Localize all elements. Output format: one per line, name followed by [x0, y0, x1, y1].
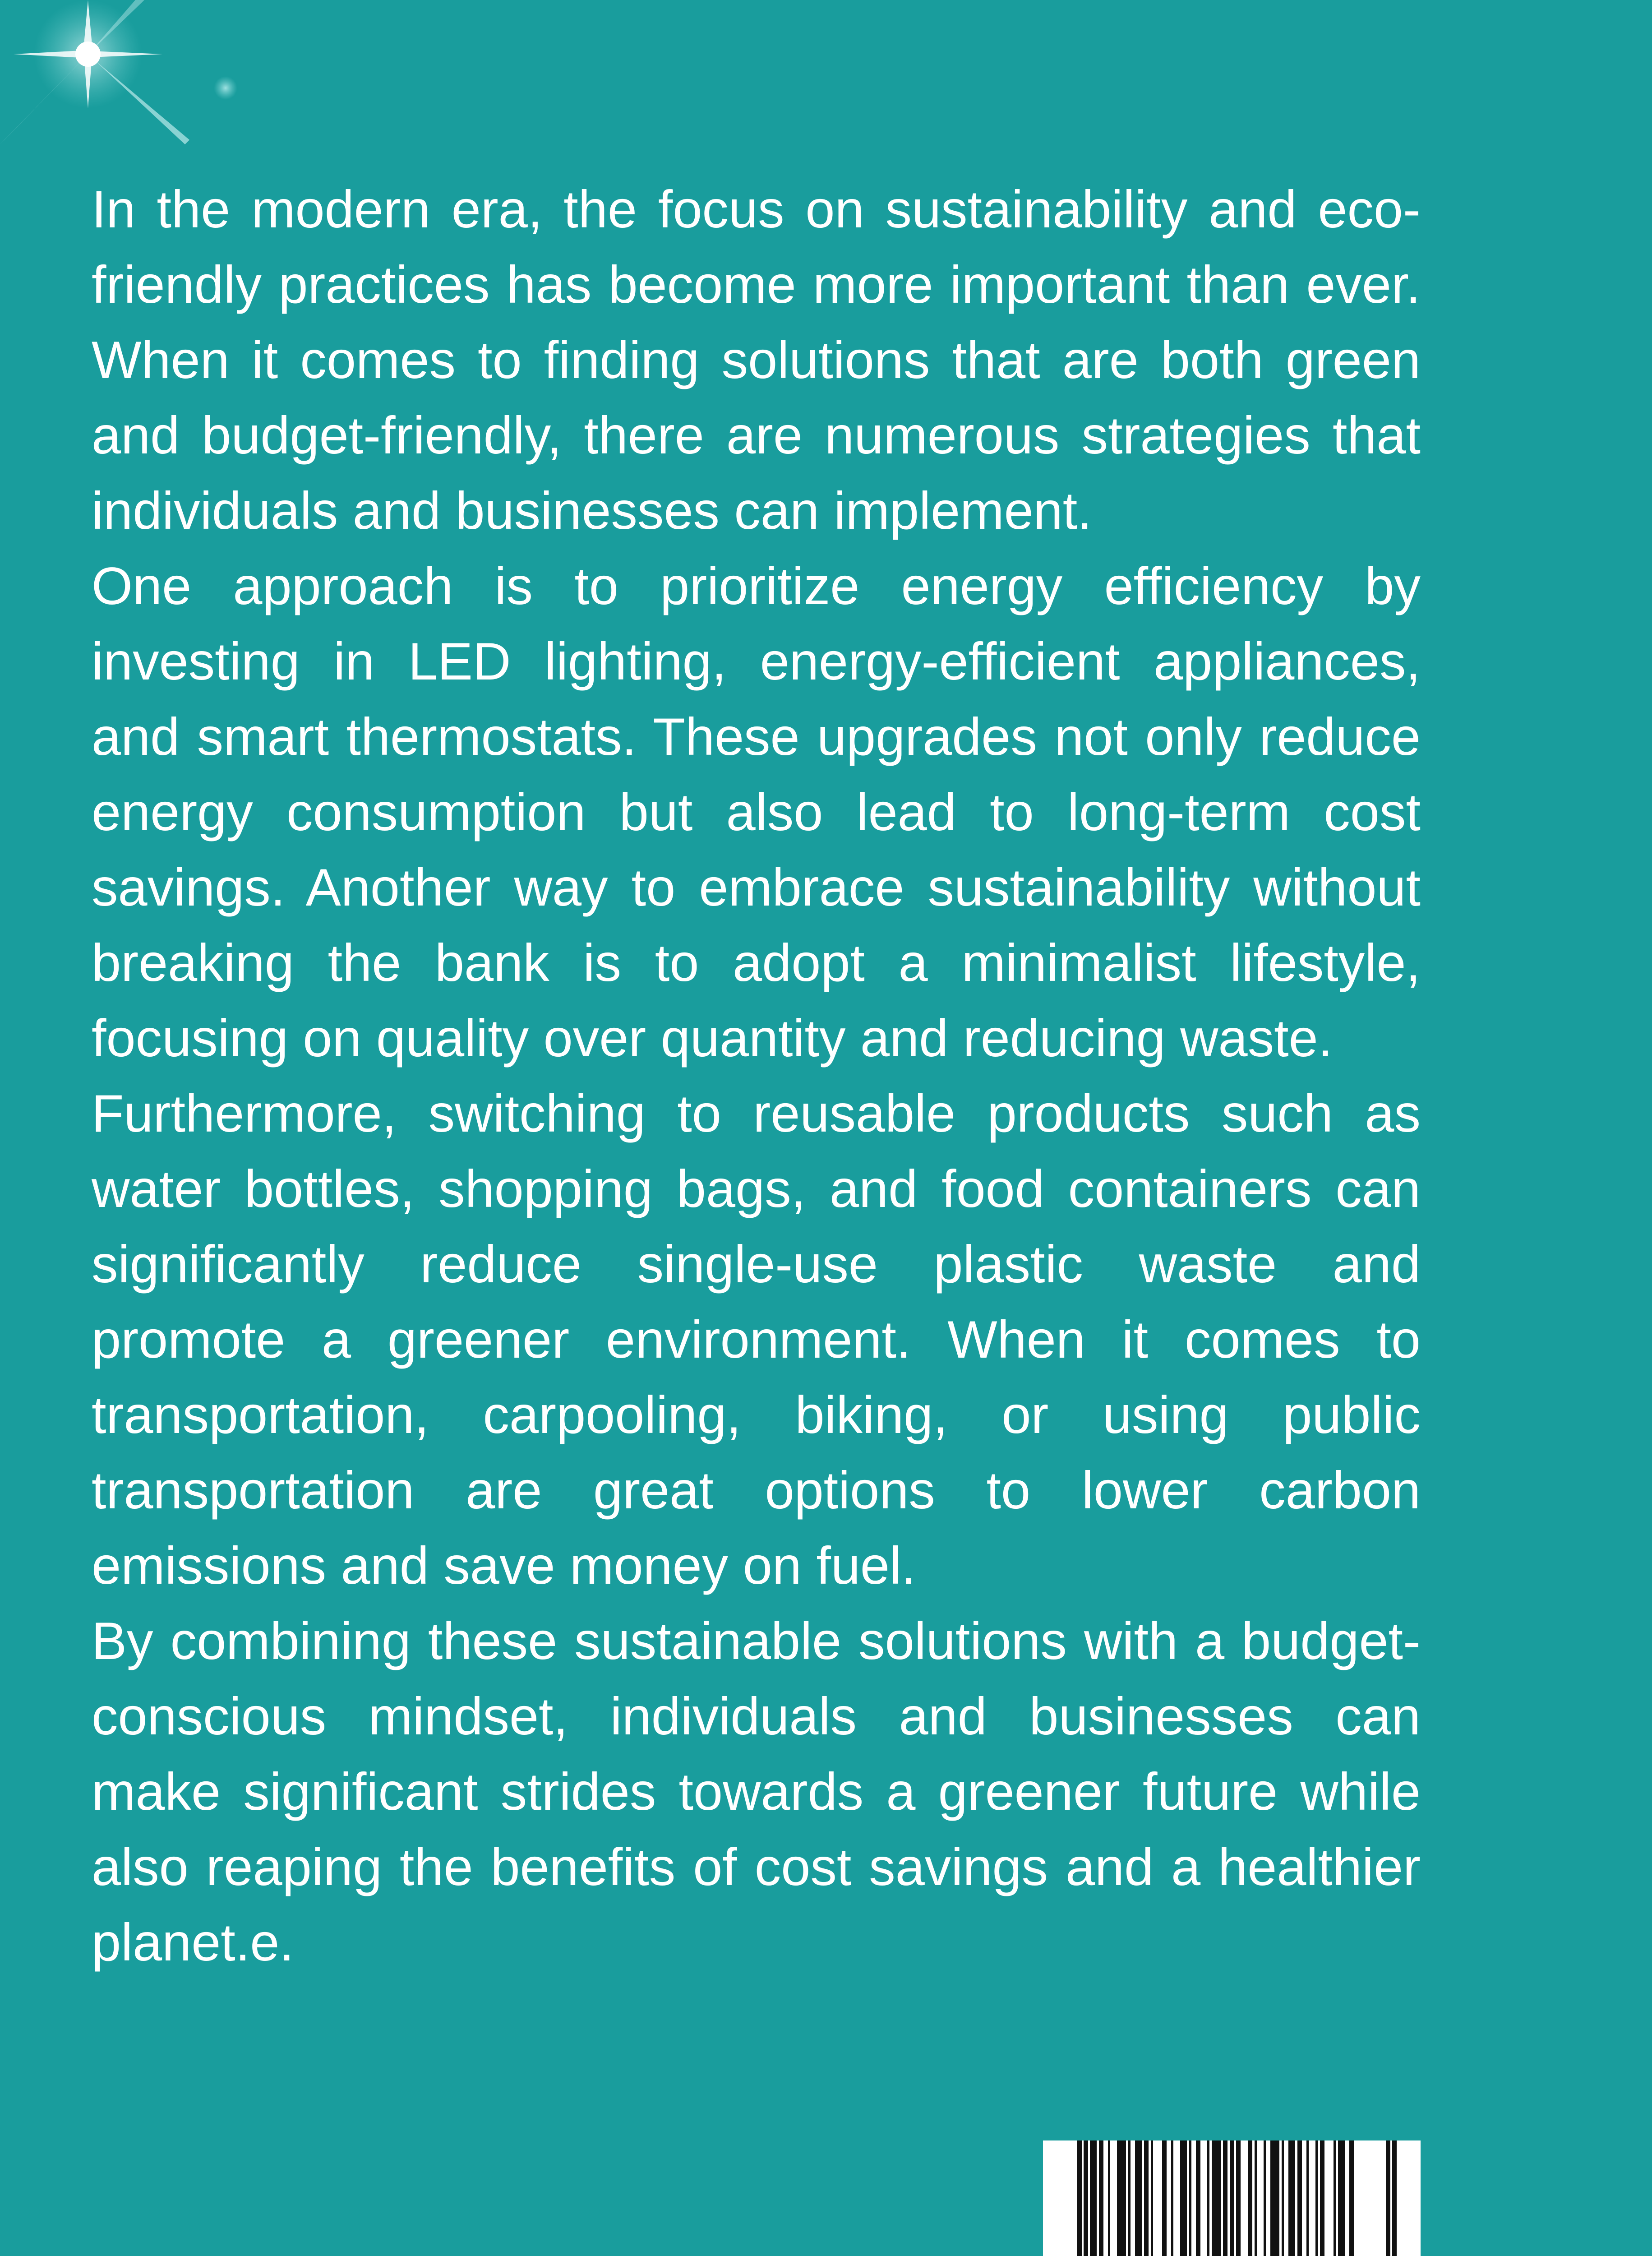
barcode-bar — [1117, 2140, 1126, 2256]
sparkle-icon — [0, 0, 316, 190]
barcode-bar — [1099, 2140, 1103, 2256]
barcode-bar — [1196, 2140, 1200, 2256]
barcode-bar — [1288, 2140, 1295, 2256]
paragraph-3: Furthermore, switching to reusable products such as water bottles, shopping bags, and food containers can significantly reduce single-use plastic waste and promote a greener environment. When it comes to transportation, carpooling, biking, or using public transportation are great options to lower carbon emissions and save money on fuel. — [92, 1084, 1421, 1595]
barcode-bar — [1349, 2140, 1354, 2256]
barcode-bar — [1108, 2140, 1110, 2256]
barcode-bar — [1223, 2140, 1227, 2256]
barcode-bars — [1090, 2140, 1354, 2256]
barcode-bar — [1090, 2140, 1097, 2256]
barcode-bar — [1135, 2140, 1142, 2256]
barcode-icon — [1043, 2140, 1421, 2256]
barcode-bar — [1282, 2140, 1284, 2256]
barcode-bar — [1180, 2140, 1187, 2256]
back-cover-text — [92, 171, 1421, 1980]
paragraph-2: One approach is to prioritize energy efficiency by investing in LED lighting, energy-efficient appliances, and smart thermostats. These upgrades not only reduce energy consumption but also lead to long-term cost savings. Another way to embrace sustainability without breaking the bank is to adopt a minimalist lifestyle, focusing on quality over quantity and reducing waste. — [92, 556, 1421, 1068]
barcode-bar — [1338, 2140, 1345, 2256]
barcode-bar — [1212, 2140, 1221, 2256]
barcode-bar — [1151, 2140, 1153, 2256]
barcode-bar — [1144, 2140, 1149, 2256]
paragraph-1: In the modern era, the focus on sustainability and eco-friendly practices has become more important than ever. When it comes to finding solutions that are both green and budget-friendly, there are numerous strategies that individuals and businesses can implement. — [92, 180, 1421, 540]
paragraph-4: By combining these sustainable solutions with a budget-conscious mindset, individuals and businesses can make significant strides towards a greener future while also reaping the benefits of cost savings and a healthier planet.e. — [92, 1611, 1421, 1972]
barcode-bar — [1315, 2140, 1318, 2256]
barcode-bar — [1171, 2140, 1173, 2256]
barcode-bar — [1270, 2140, 1279, 2256]
barcode-bar — [1255, 2140, 1257, 2256]
barcode-bar — [1334, 2140, 1336, 2256]
barcode-bar — [1306, 2140, 1309, 2256]
barcode-bar — [1128, 2140, 1131, 2256]
barcode-bar — [1207, 2140, 1209, 2256]
barcode-bar — [1297, 2140, 1302, 2256]
barcode-bar — [1264, 2140, 1266, 2256]
barcode-bar — [1189, 2140, 1191, 2256]
barcode-bar — [1248, 2140, 1252, 2256]
barcode-bar — [1162, 2140, 1167, 2256]
isbn-barcode — [1043, 2140, 1421, 2256]
barcode-bar — [1320, 2140, 1324, 2256]
